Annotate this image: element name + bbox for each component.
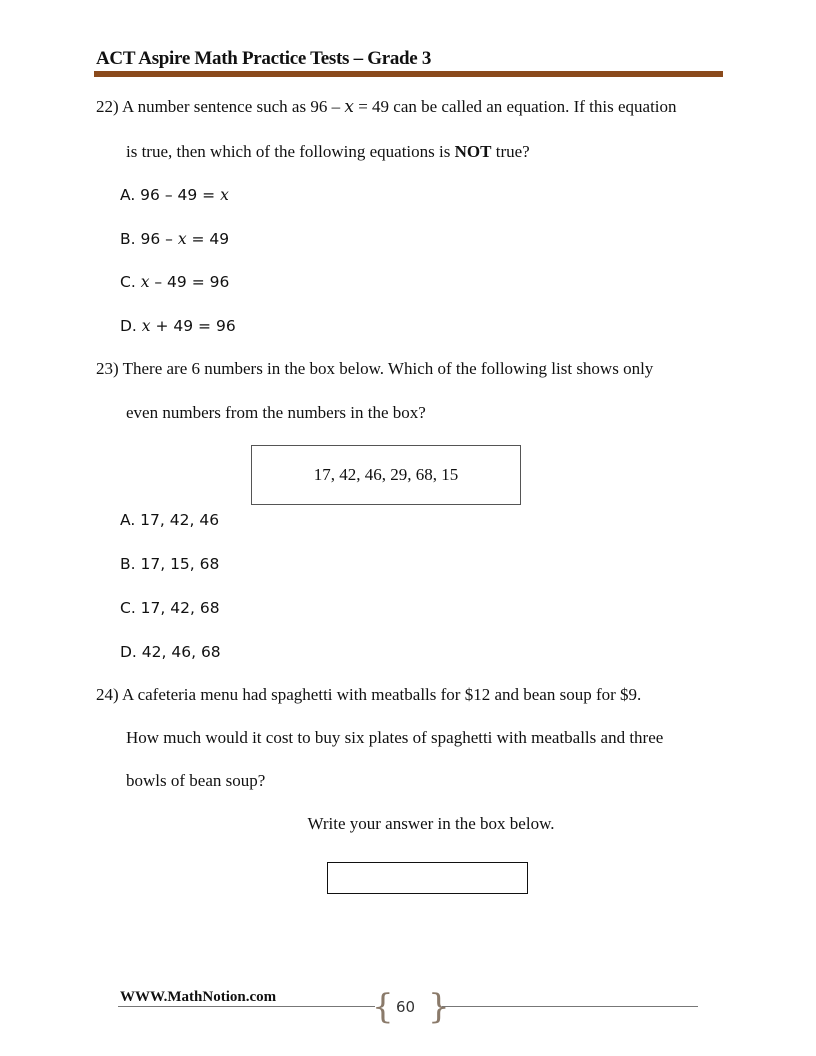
question-23-line-2: even numbers from the numbers in the box? <box>126 403 426 422</box>
page-header-title: ACT Aspire Math Practice Tests – Grade 3 <box>96 48 432 69</box>
question-22-text-d: true? <box>491 142 530 161</box>
right-bracket-icon: } <box>428 987 450 1027</box>
question-22-text-a: A number sentence such as 96 – <box>121 97 345 116</box>
question-22-text-c: is true, then which of the following equations is <box>126 142 455 161</box>
question-22-option-a[interactable] <box>120 186 229 204</box>
option-a-text: A. 96 – 49 = <box>120 186 221 204</box>
question-22-line-1 <box>96 97 677 117</box>
footer-rule-left <box>118 1006 375 1007</box>
question-22-option-b[interactable] <box>120 230 229 248</box>
option-c-text: C. <box>120 273 141 291</box>
question-22-line-2 <box>126 142 530 162</box>
option-d-variable: x <box>141 317 151 335</box>
question-24-line-3: bowls of bean soup? <box>126 771 266 790</box>
question-22-option-d[interactable] <box>120 317 236 335</box>
question-24-text-1: A cafeteria menu had spaghetti with meatballs for $12 and bean soup for $9. <box>121 685 642 704</box>
option-c-text-end: – 49 = 96 <box>149 273 230 291</box>
footer-rule-right <box>442 1006 698 1007</box>
left-bracket-icon: { <box>372 987 394 1027</box>
question-23-option-c[interactable]: C. 17, 42, 68 <box>120 599 220 617</box>
question-22-number: 22) <box>96 97 119 116</box>
option-b-variable: x <box>177 230 187 248</box>
option-b-text: B. 96 – <box>120 230 178 248</box>
question-22-variable: x <box>344 97 354 117</box>
question-23-text-1: There are 6 numbers in the box below. Which of the following list shows only <box>122 359 654 378</box>
question-23-line-1 <box>96 359 653 379</box>
question-22-option-c[interactable] <box>120 273 229 291</box>
header-rule <box>94 71 723 77</box>
answer-input-box[interactable] <box>327 862 528 894</box>
option-d-text: D. <box>120 317 142 335</box>
answer-instruction: Write your answer in the box below. <box>307 814 555 833</box>
footer-website: WWW.MathNotion.com <box>120 989 277 1005</box>
option-d-text-end: + 49 = 96 <box>150 317 236 335</box>
question-23-option-a[interactable]: A. 17, 42, 46 <box>120 511 220 529</box>
option-c-variable: x <box>140 273 150 291</box>
question-24-line-1 <box>96 685 641 705</box>
page-number: 60 <box>396 998 416 1016</box>
question-23-option-d[interactable]: D. 42, 46, 68 <box>120 643 221 661</box>
number-box <box>251 445 521 505</box>
question-22-text-b: = 49 can be called an equation. If this equation <box>353 97 677 116</box>
question-23-option-b[interactable]: B. 17, 15, 68 <box>120 555 220 573</box>
question-24-line-2: How much would it cost to buy six plates of spaghetti with meatballs and three <box>126 728 664 747</box>
option-b-text-end: = 49 <box>186 230 230 248</box>
question-23-number: 23) <box>96 359 119 378</box>
option-a-variable: x <box>220 186 229 204</box>
question-24-number: 24) <box>96 685 119 704</box>
number-box-values: 17, 42, 46, 29, 68, 15 <box>313 465 459 484</box>
question-22-not-emphasis: NOT <box>454 142 492 161</box>
